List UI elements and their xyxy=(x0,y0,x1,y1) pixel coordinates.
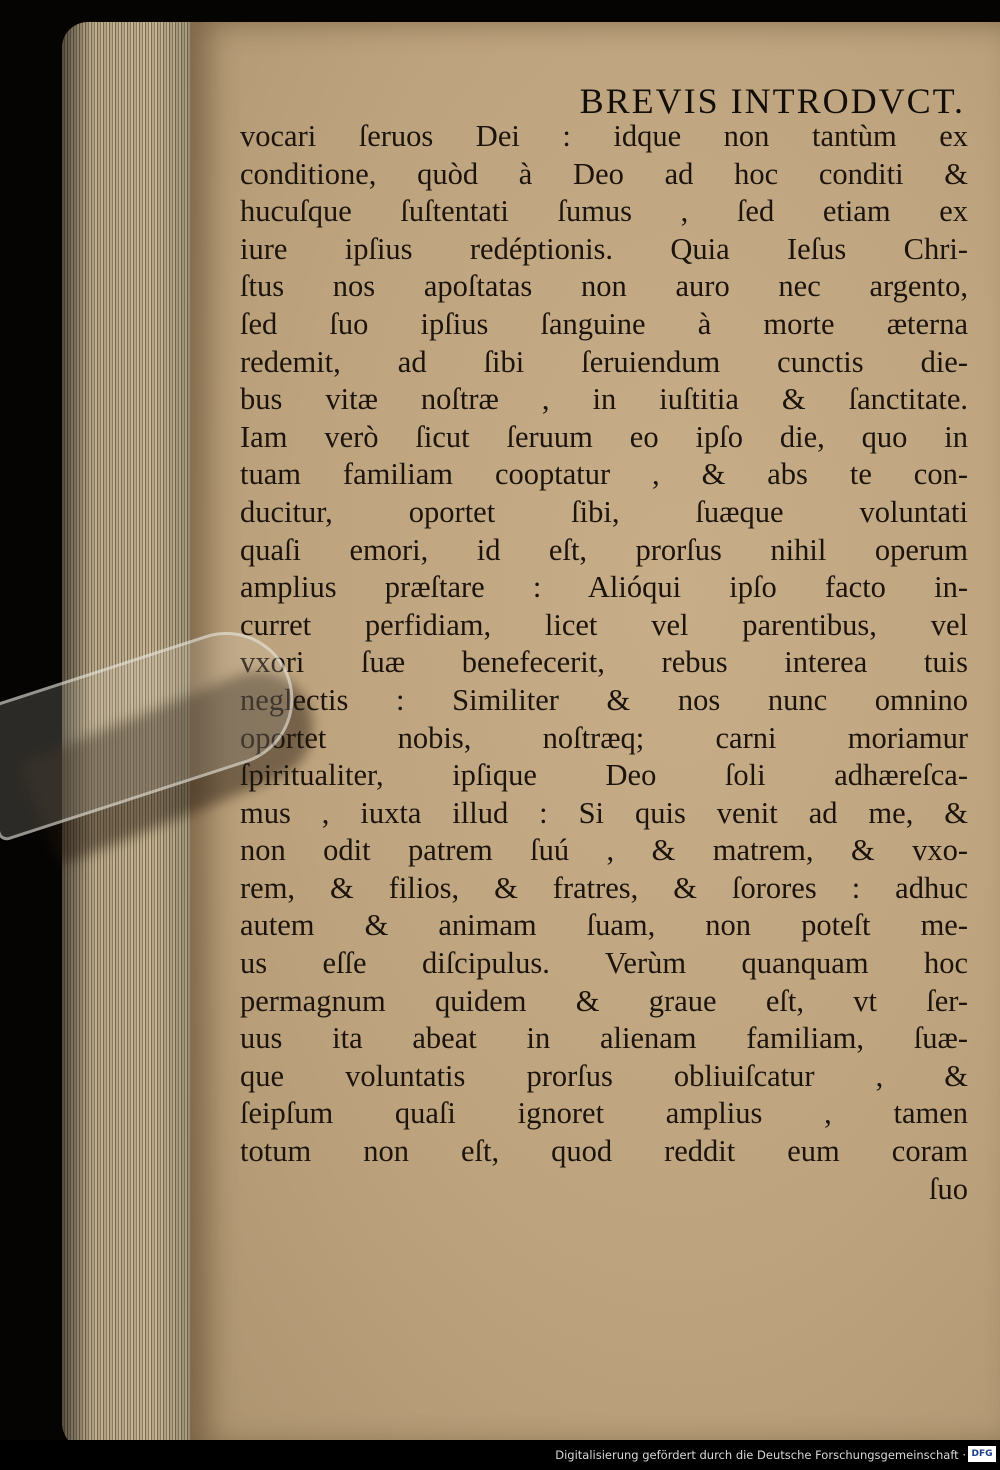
text-line: vxori ſuæ benefecerit, rebus interea tuis xyxy=(240,645,968,680)
text-line: tuam familiam cooptatur , & abs te con- xyxy=(240,457,968,492)
text-line: conditione, quòd à Deo ad hoc conditi & xyxy=(240,156,968,191)
text-line: mus , iuxta illud : Si quis venit ad me, & xyxy=(240,795,968,830)
text-line: bus vitæ noſtræ , in iuſtitia & ſanctitate. xyxy=(240,382,968,417)
text-line: ſed ſuo ipſius ſanguine à morte æterna xyxy=(240,306,968,341)
text-line: curret perfidiam, licet vel parentibus, vel xyxy=(240,607,968,642)
text-line: que voluntatis prorſus obliuiſcatur , & xyxy=(240,1058,968,1093)
text-line: uus ita abeat in alienam familiam, ſuæ- xyxy=(240,1021,968,1056)
body-text xyxy=(240,118,968,1208)
text-line: permagnum quidem & graue eſt, vt ſer- xyxy=(240,983,968,1018)
footer-bar xyxy=(0,1440,1000,1470)
text-line: us eſſe diſcipulus. Verùm quanquam hoc xyxy=(240,946,968,981)
text-line: ſeipſum quaſi ignoret amplius , tamen xyxy=(240,1096,968,1131)
text-line: amplius præſtare : Alióqui ipſo facto in- xyxy=(240,570,968,605)
catchword: ſuo xyxy=(929,1171,968,1206)
text-line: oportet nobis, noſtræq; carni moriamur xyxy=(240,720,968,755)
text-line: ſpiritualiter, ipſique Deo ſoli adhæreſca- xyxy=(240,758,968,793)
text-line: neglectis : Similiter & nos nunc omnino xyxy=(240,682,968,717)
dfg-logo-icon: DFG xyxy=(968,1446,996,1462)
text-line: iure ipſius redéptionis. Quia Ieſus Chri- xyxy=(240,231,968,266)
text-line: ſtus nos apoſtatas non auro nec argento, xyxy=(240,269,968,304)
text-line: Iam verò ſicut ſeruum eo ipſo die, quo in xyxy=(240,419,968,454)
footer-credit: Digitalisierung gefördert durch die Deutsche Forschungsgemeinschaft · xyxy=(555,1448,966,1462)
text-line: redemit, ad ſibi ſeruiendum cunctis die- xyxy=(240,344,968,379)
running-head: BREVIS INTRODVCT. xyxy=(579,81,965,121)
text-line: quaſi emori, id eſt, prorſus nihil operum xyxy=(240,532,968,567)
text-line: rem, & filios, & fratres, & ſorores : adhuc xyxy=(240,870,968,905)
text-line: autem & animam ſuam, non poteſt me- xyxy=(240,908,968,943)
text-line: hucuſque ſuſtentati ſumus , ſed etiam ex xyxy=(240,194,968,229)
text-line: vocari ſeruos Dei : idque non tantùm ex xyxy=(240,119,968,153)
text-line: non odit patrem ſuú , & matrem, & vxo- xyxy=(240,833,968,868)
text-line: ducitur, oportet ſibi, ſuæque voluntati xyxy=(240,494,968,529)
text-line: totum non eſt, quod reddit eum coram xyxy=(240,1134,968,1169)
